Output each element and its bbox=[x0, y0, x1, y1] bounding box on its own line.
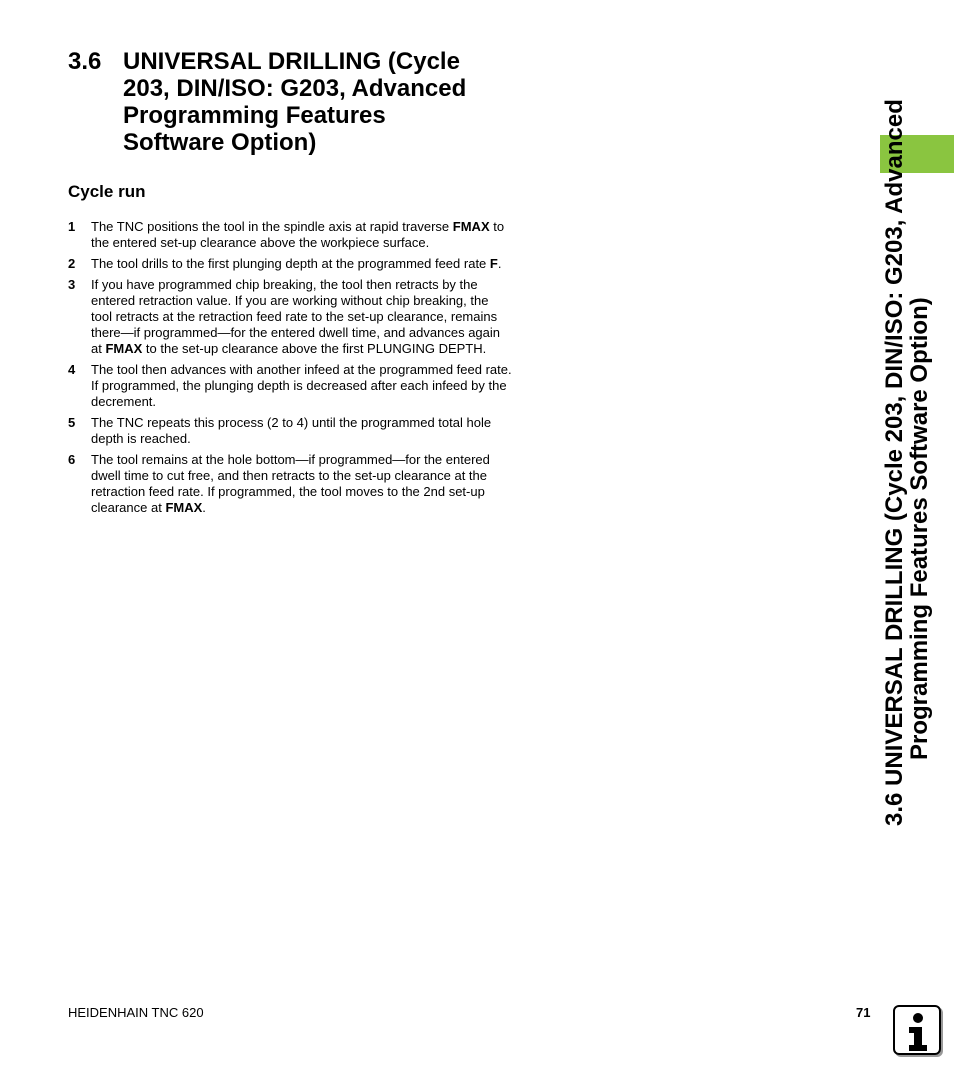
step-keyword: FMAX bbox=[452, 219, 490, 234]
step-number: 5 bbox=[68, 415, 76, 430]
side-title-line-1: 3.6 UNIVERSAL DRILLING (Cycle 203, DIN/ISO: G203, Advanced bbox=[881, 99, 908, 826]
list-item bbox=[68, 256, 513, 272]
list-item bbox=[68, 277, 513, 357]
footer-product: HEIDENHAIN TNC 620 bbox=[68, 1005, 204, 1020]
step-text: . bbox=[202, 500, 206, 515]
step-text: The TNC positions the tool in the spindle axis at rapid traverse bbox=[91, 219, 453, 234]
list-item bbox=[68, 415, 513, 447]
footer-page-number: 71 bbox=[856, 1005, 871, 1020]
steps-list bbox=[68, 219, 513, 521]
step-text: to the set-up clearance above the first PLUNGING DEPTH. bbox=[142, 341, 487, 356]
step-text: to the entered set-up clearance above the workpiece surface. bbox=[91, 219, 505, 250]
step-number: 1 bbox=[68, 219, 76, 234]
step-keyword: FMAX bbox=[165, 500, 203, 515]
step-number: 6 bbox=[68, 452, 76, 467]
step-number: 4 bbox=[68, 362, 76, 377]
subheading: Cycle run bbox=[68, 182, 146, 201]
step-text: The tool then advances with another infeed at the programmed feed rate. If programmed, the plunging depth is decreased after each infeed by the decrement. bbox=[91, 362, 512, 409]
step-text: The tool remains at the hole bottom—if programmed—for the entered dwell time to cut free, and then retracts to the set-up clearance at the retraction feed rate. If programmed, the tool moves to the 2nd set-up clearance at bbox=[91, 452, 490, 515]
step-keyword: F bbox=[489, 256, 498, 271]
list-item bbox=[68, 452, 513, 516]
step-text: The tool drills to the first plunging depth at the programmed feed rate bbox=[91, 256, 490, 271]
step-number: 2 bbox=[68, 256, 76, 271]
step-text: The TNC repeats this process (2 to 4) until the programmed total hole depth is reached. bbox=[91, 415, 492, 446]
section-number: 3.6 bbox=[68, 48, 102, 75]
section-title: UNIVERSAL DRILLING (Cycle 203, DIN/ISO: G203, Advanced Programming Features Software Option) bbox=[123, 48, 467, 156]
side-title-line-2: Programming Features Software Option) bbox=[906, 297, 933, 760]
step-keyword: FMAX bbox=[105, 341, 143, 356]
step-text: . bbox=[497, 256, 502, 271]
list-item bbox=[68, 219, 513, 251]
info-icon bbox=[893, 1005, 941, 1055]
side-chapter-title bbox=[882, 46, 932, 826]
step-number: 3 bbox=[68, 277, 76, 292]
list-item bbox=[68, 362, 513, 410]
step-text: If you have programmed chip breaking, the tool then retracts by the entered retraction value. If you are working without chip breaking, the tool retracts at the retraction feed rate to the set-up clearance, remains there—if programmed—for the entered dwell time, and advances again at bbox=[91, 277, 500, 356]
